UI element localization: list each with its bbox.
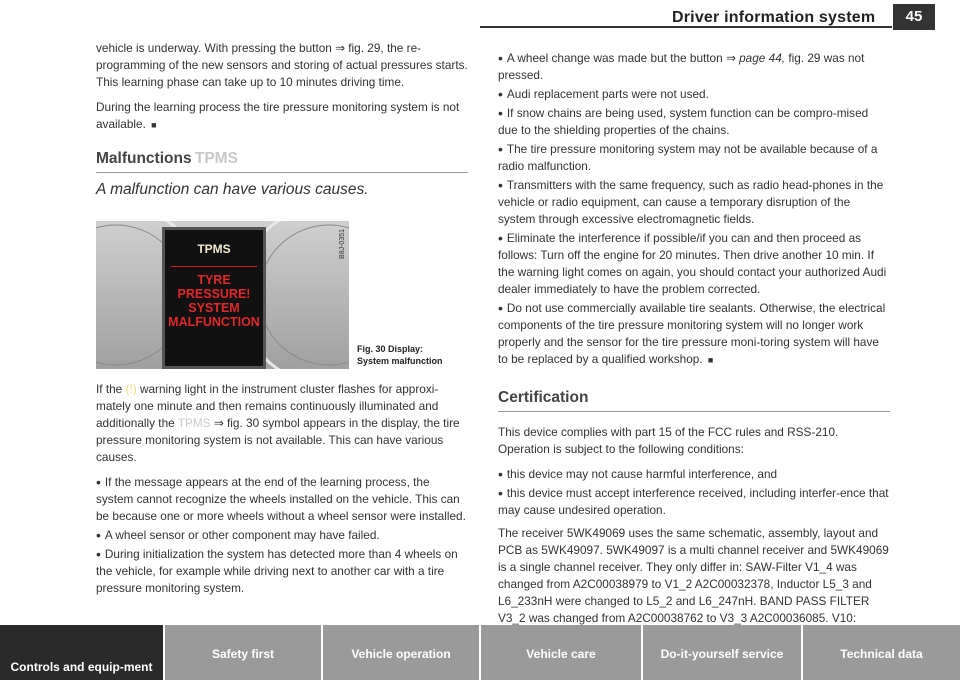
heading-malfunctions: Malfunctions [96,150,192,167]
figure-caption: Fig. 30 Display: System malfunction [357,344,443,366]
end-mark: ■ [707,355,714,365]
page-number: 45 [893,4,935,30]
display-divider [171,266,257,267]
footer-nav [0,625,960,680]
tab-controls-and-equipment[interactable]: Controls and equip-ment [0,625,163,680]
page-title: Driver information system [672,9,876,26]
figure-ref-code: B8J-0351 [339,229,346,259]
display-title: TPMS [197,242,231,256]
tab-technical-data[interactable]: Technical data [801,625,960,680]
heading-certification: Certification [498,389,589,406]
paragraph: During the learning process the tire pressure monitoring system is not available. ■ [96,100,460,131]
tab-do-it-yourself-service[interactable]: Do-it-yourself service [641,625,801,680]
section-heading [498,389,890,412]
paragraph: If the (!) warning light in the instrument cluster flashes for approxi-mately one minute and then remains continuously illuminated and additionally the TPMS ⇒ fig. 30 symbol appears in the display, the tire pressure monitoring system is not available. This can have various causes. [96,382,460,464]
end-mark: ■ [151,120,157,130]
list-item: • Transmitters with the same frequency, such as radio head-phones in the vehicle or radio equipment, can cause a temporary disruption of the system through excessive electromagnetic fields. [498,177,884,226]
list-item: • The tire pressure monitoring system may not be available because of a radio malfunction. [498,141,878,173]
display-message-line: PRESSURE! [177,287,251,301]
list-item: • During initialization the system has detected more than 4 wheels on the vehicle, for example while driving next to another car with a tire pressure monitoring system. [96,546,458,595]
list-item: • If the message appears at the end of the learning process, the system cannot recognize the wheels installed on the vehicle. This can be because one or more wheels without a wheel sensor were installed. [96,474,466,523]
heading-tpms-accent: TPMS [194,150,238,167]
display-message-line: MALFUNCTION [168,315,260,329]
header-rule [480,26,892,28]
display-screen [162,227,266,369]
tab-vehicle-care[interactable]: Vehicle care [479,625,641,680]
tab-safety-first[interactable]: Safety first [163,625,321,680]
list-item: • If snow chains are being used, system function can be compro-mised due to the shielding properties of the chains. [498,105,869,137]
display-message-line: TYRE [197,273,231,287]
list-item: • A wheel sensor or other component may have failed. [96,527,380,543]
left-column-lower [96,381,468,599]
heading-rule [96,172,468,173]
list-item: • Eliminate the interference if possible/if you can and then proceed as follows: Turn off the engine for 20 minutes. Then drive another 10 min. If the warning light comes on again, you should contact your authorized Audi dealer immediately to have the problem corrected. [498,230,887,296]
page-link[interactable]: page 44, [739,51,786,65]
tab-vehicle-operation[interactable]: Vehicle operation [321,625,479,680]
list-item: • A wheel change was made but the button ⇒ page 44, fig. 29 was not pressed. [498,50,865,82]
list-item: • this device must accept interference received, including interfer-ence that may cause undesired operation. [498,485,889,517]
section-heading [96,150,468,173]
paragraph: The receiver 5WK49069 uses the same schematic, assembly, layout and PCB as 5WK49097. 5WK49097 is a multi channel receiver and 5WK49069 is a single channel receiver. They only differ in: SAW-Filter V1_4 was changed from A2C00038979 to V1_2 A2C00032378, Inductor L5_3 and L6_233nH were changed to L5_2 and L6_247nH. BAND PASS FILTER V3_2 was changed from A2C00038762 to V3_3 A2C00036085. V10: [498,525,890,645]
figure-display-malfunction [96,221,349,369]
paragraph: This device complies with part 15 of the FCC rules and RSS-210. Operation is subject to the following conditions: [498,425,839,456]
section-subtitle: A malfunction can have various causes. [96,181,369,198]
tpms-symbol-text: TPMS [177,416,211,430]
heading-rule [498,411,890,412]
right-column [498,50,890,653]
left-column [96,40,468,198]
display-message-line: SYSTEM [188,301,240,315]
paragraph: vehicle is underway. With pressing the button ⇒ fig. 29, the re-programming of the new sensors and storing of actual pressures starts. This learning phase can take up to 10 minutes driving time. [96,41,468,89]
warning-light-icon: (!) [125,382,137,396]
list-item: • Do not use commercially available tire sealants. Otherwise, the electrical components of the tire pressure monitoring system will no longer work properly and the sensor for the tire pressure moni-toring system will have to be replaced by a qualified workshop. ■ [498,300,886,366]
list-item: • Audi replacement parts were not used. [498,86,709,102]
list-item: • this device may not cause harmful interference, and [498,466,778,482]
